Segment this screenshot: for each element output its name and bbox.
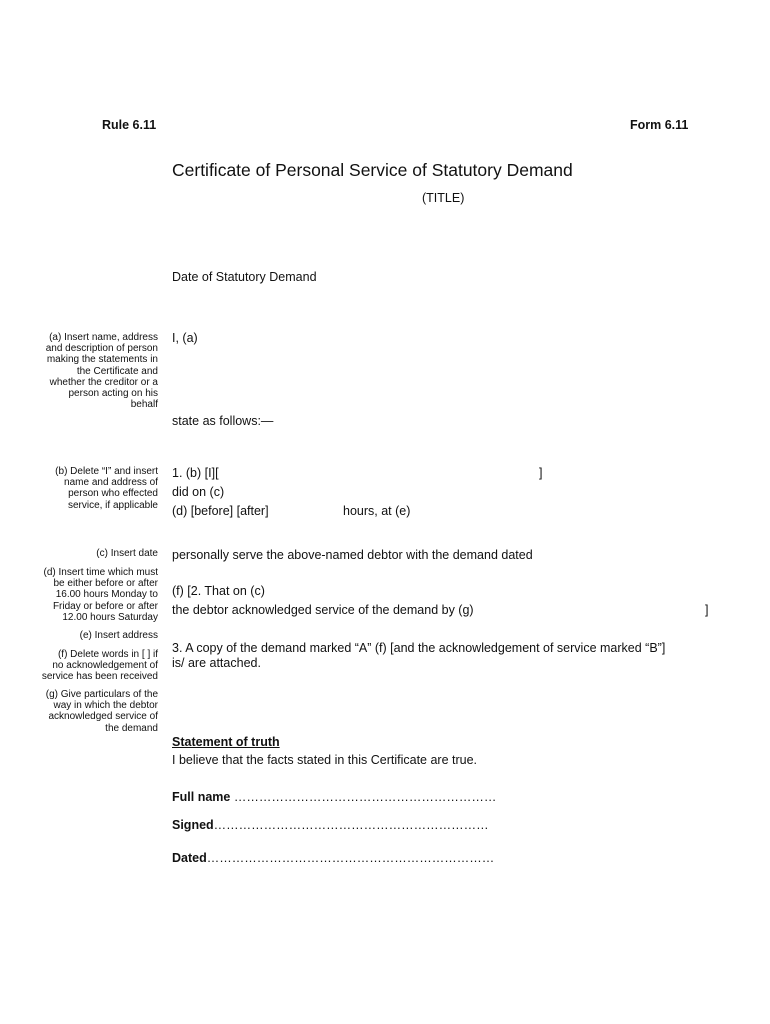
para1-line2: did on (c): [172, 485, 225, 499]
statement-of-truth-heading: Statement of truth: [172, 735, 280, 749]
note-f: (f) Delete words in [ ] if no acknowledgement of service has been received: [41, 649, 158, 683]
full-name-label: Full name: [172, 790, 231, 804]
para2-line2: the debtor acknowledged service of the demand by (g): [172, 603, 474, 617]
dated-row: [172, 851, 494, 865]
note-a: (a) Insert name, address and description of person making the statements in the Certificate and whether the creditor or a person acting on his behalf: [45, 332, 158, 411]
form-number: Form 6.11: [630, 118, 689, 132]
para1-line1: 1. (b) [I][: [172, 466, 219, 480]
statement-of-truth-text: I believe that the facts stated in this Certificate are true.: [172, 753, 478, 767]
para3-line2: is/ are attached.: [172, 656, 261, 670]
full-name-field[interactable]: ………………………………………………………: [233, 790, 497, 804]
declarant-line: I, (a): [172, 331, 198, 345]
signed-row: [172, 818, 489, 832]
para3-line1: 3. A copy of the demand marked “A” (f) [and the acknowledgement of service marked “B”]: [172, 641, 666, 655]
date-of-demand-label: Date of Statutory Demand: [172, 270, 317, 284]
para1-line3-hours: hours, at (e): [343, 504, 411, 518]
document-subtitle: (TITLE): [422, 191, 465, 205]
para2-bracket-close: ]: [705, 603, 709, 617]
note-c: (c) Insert date: [96, 548, 158, 559]
note-b: (b) Delete “I” and insert name and address of person who effected service, if applicable: [55, 466, 158, 511]
note-g: (g) Give particulars of the way in which the debtor acknowledged service of the demand: [45, 689, 158, 734]
para1-line4: personally serve the above-named debtor with the demand dated: [172, 548, 533, 562]
rule-number: Rule 6.11: [102, 118, 157, 132]
signed-label: Signed: [172, 818, 214, 832]
para1-bracket-close: ]: [539, 466, 543, 480]
dated-field[interactable]: ……………………………………………………………: [206, 851, 495, 865]
signed-field[interactable]: …………………………………………………………: [213, 818, 489, 832]
dated-label: Dated: [172, 851, 207, 865]
note-d: (d) Insert time which must be either before or after 16.00 hours Monday to Friday or before or after 12.00 hours Saturday: [43, 567, 158, 623]
note-e: (e) Insert address: [79, 630, 158, 641]
para2-line1: (f) [2. That on (c): [172, 584, 265, 598]
document-title: Certificate of Personal Service of Statutory Demand: [172, 160, 573, 180]
state-as-follows: state as follows:—: [172, 414, 274, 428]
para1-line3: (d) [before] [after]: [172, 504, 269, 518]
full-name-row: [172, 790, 496, 804]
